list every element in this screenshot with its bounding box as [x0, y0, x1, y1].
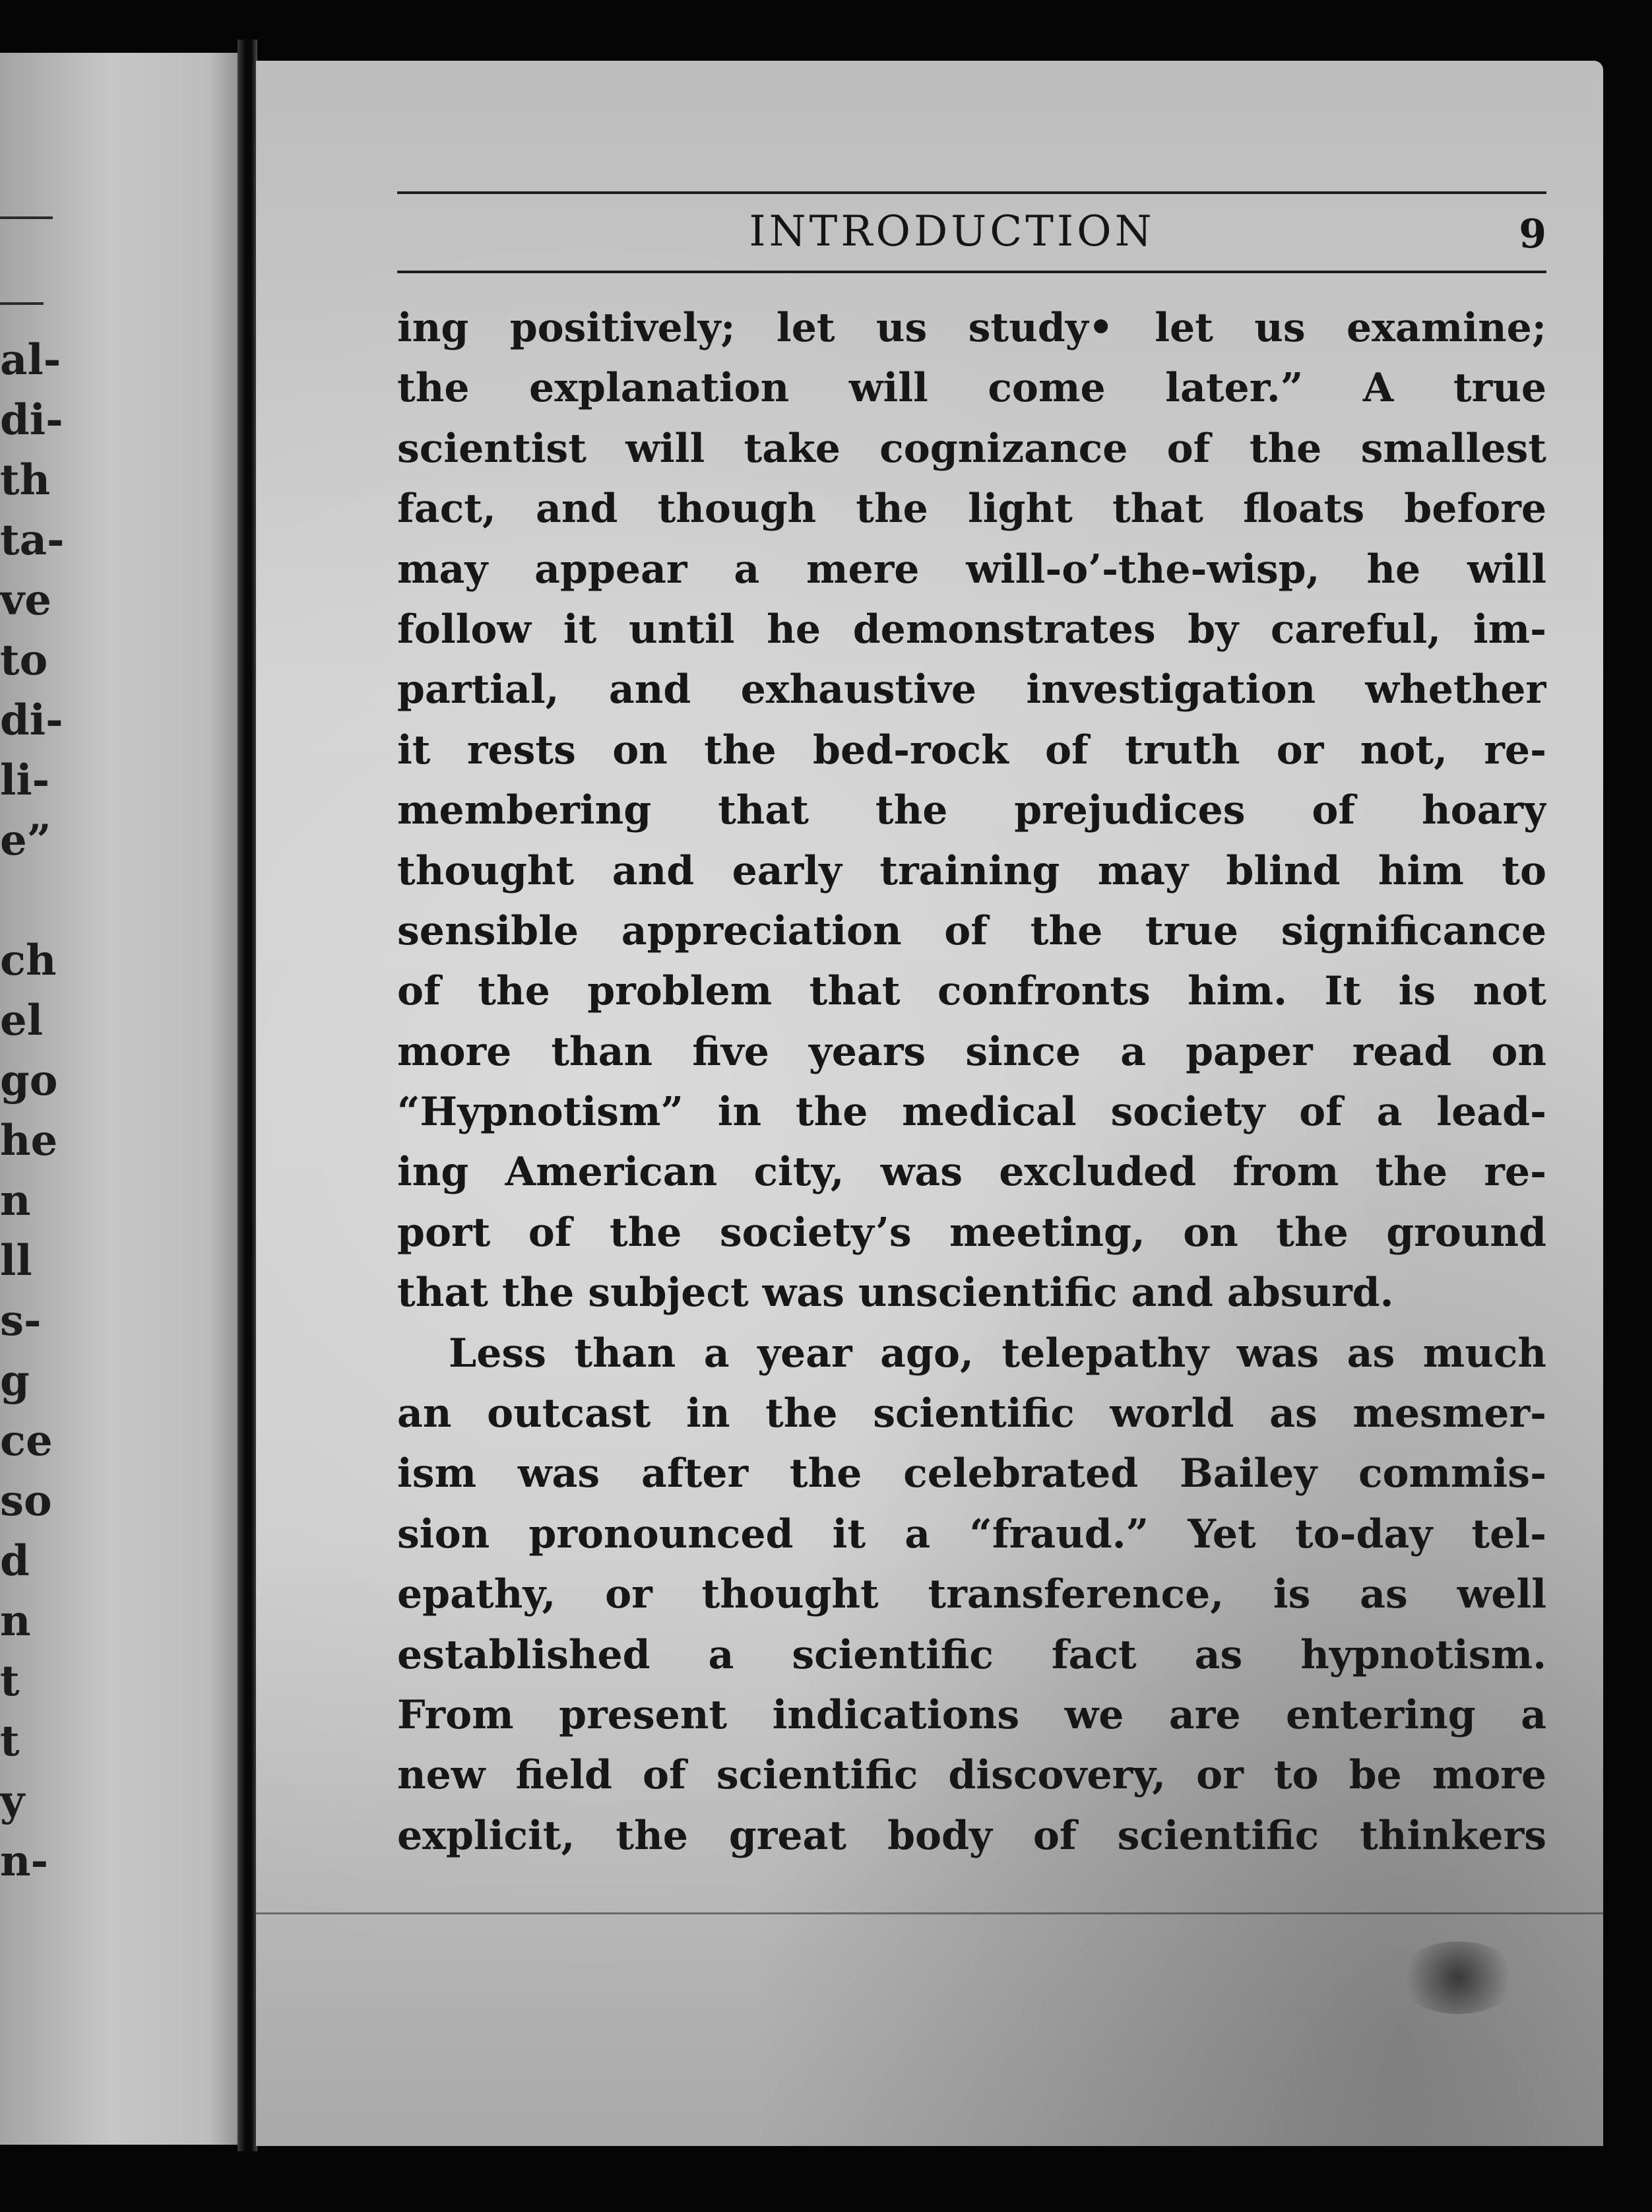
- previous-page-rule: [0, 216, 53, 219]
- previous-page-line: ch: [0, 936, 57, 985]
- page-number: 9: [1519, 211, 1546, 257]
- text-line: ing American city, was excluded from the re-: [397, 1149, 1546, 1196]
- previous-page-line: t: [0, 1716, 20, 1766]
- text-line: the explanation will come later.” A true: [397, 365, 1546, 412]
- text-line: an outcast in the scientific world as mesmer-: [397, 1390, 1546, 1437]
- previous-page-line: el: [0, 996, 44, 1045]
- previous-page-line: t: [0, 1656, 20, 1706]
- ink-smudge: [1399, 1941, 1517, 2014]
- body-text: [397, 298, 1546, 1866]
- text-line: established a scientific fact as hypnotism.: [397, 1631, 1546, 1678]
- running-header: [397, 207, 1546, 267]
- previous-page-fragment: [0, 53, 245, 2145]
- text-line: thought and early training may blind him to: [397, 847, 1546, 894]
- previous-page-line: g: [0, 1356, 30, 1406]
- text-line: explicit, the great body of scientific thinkers: [397, 1812, 1546, 1859]
- text-line: port of the society’s meeting, on the ground: [397, 1209, 1546, 1256]
- text-line: sensible appreciation of the true significance: [397, 907, 1546, 954]
- text-line: epathy, or thought transference, is as well: [397, 1571, 1546, 1618]
- previous-page-line: ll: [0, 1236, 32, 1285]
- previous-page-line: to: [0, 635, 48, 685]
- previous-page-line: d: [0, 1536, 30, 1586]
- previous-page-line: n-: [0, 1837, 49, 1886]
- text-line: new field of scientific discovery, or to be more: [397, 1752, 1546, 1799]
- scan-artifact-line: [256, 1912, 1603, 1914]
- previous-page-line: ve: [0, 575, 51, 625]
- text-line: it rests on the bed-rock of truth or not, re-: [397, 727, 1546, 773]
- previous-page-line: he: [0, 1116, 58, 1165]
- book-binding-gutter: [238, 40, 257, 2151]
- previous-page-line: li-: [0, 756, 50, 805]
- previous-page-line: e”: [0, 816, 51, 865]
- text-line: may appear a mere will-o’-the-wisp, he will: [397, 546, 1546, 593]
- previous-page-line: ta-: [0, 515, 65, 565]
- previous-page-line: n: [0, 1596, 31, 1646]
- previous-page-line: so: [0, 1476, 52, 1526]
- previous-page-text: [0, 330, 65, 1891]
- previous-page-line: di-: [0, 696, 63, 745]
- header-rule-bottom: [397, 271, 1546, 273]
- previous-page-line: s-: [0, 1296, 42, 1346]
- previous-page-line: th: [0, 455, 51, 505]
- previous-page-line: ce: [0, 1416, 53, 1466]
- paragraph-first-line: Less than a year ago, telepathy was as much: [449, 1330, 1546, 1377]
- previous-page-line: go: [0, 1056, 58, 1105]
- previous-page-line: al-: [0, 335, 61, 385]
- text-line: “Hypnotism” in the medical society of a lead-: [397, 1089, 1546, 1136]
- running-title: INTRODUCTION: [749, 207, 1155, 256]
- text-line: From present indications we are entering a: [397, 1691, 1546, 1738]
- previous-page-line: di-: [0, 395, 63, 445]
- text-line: sion pronounced it a “fraud.” Yet to-day tel-: [397, 1511, 1546, 1557]
- header-rule-top: [397, 191, 1546, 194]
- text-line: follow it until he demonstrates by careful, im-: [397, 606, 1546, 653]
- text-line: that the subject was unscientific and absurd.: [397, 1270, 1394, 1317]
- previous-page-line: [0, 870, 65, 930]
- text-line: partial, and exhaustive investigation whether: [397, 667, 1546, 713]
- text-line: of the problem that confronts him. It is not: [397, 968, 1546, 1015]
- previous-page-line: n: [0, 1176, 31, 1225]
- text-line: ing positively; let us study• let us examine;: [397, 305, 1546, 351]
- book-page: [256, 61, 1603, 2146]
- text-line: more than five years since a paper read on: [397, 1028, 1546, 1075]
- previous-page-rule: [0, 302, 44, 305]
- text-line: membering that the prejudices of hoary: [397, 787, 1546, 834]
- previous-page-line: y: [0, 1776, 25, 1826]
- text-line: scientist will take cognizance of the smallest: [397, 425, 1546, 472]
- text-line: fact, and though the light that floats before: [397, 486, 1546, 533]
- text-line: ism was after the celebrated Bailey commis-: [397, 1450, 1546, 1497]
